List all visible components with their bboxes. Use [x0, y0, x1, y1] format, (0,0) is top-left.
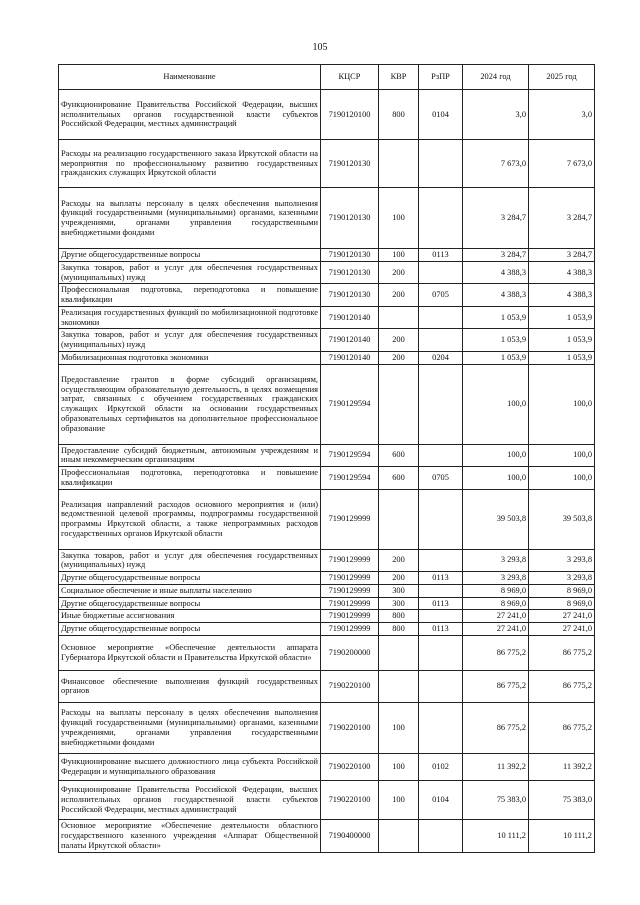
- cell-rzpr: [419, 610, 463, 623]
- cell-kcsr: 7190120130: [321, 261, 379, 284]
- table-row: [59, 467, 595, 490]
- cell-kcsr: 7190129594: [321, 444, 379, 467]
- cell-rzpr: [419, 364, 463, 444]
- cell-2025: 3 293,8: [529, 549, 595, 572]
- cell-2025: 27 241,0: [529, 623, 595, 636]
- cell-name: Расходы на выплаты персоналу в целях обеспечения выполнения функций государственными (муниципальными) органами, казенными учреждениями, органами управления государственными внебюджетными фондами: [59, 188, 321, 249]
- cell-kvr: 200: [379, 351, 419, 364]
- table-row: [59, 351, 595, 364]
- cell-kvr: [379, 670, 419, 702]
- cell-2025: 86 775,2: [529, 635, 595, 670]
- cell-2025: 3 293,8: [529, 572, 595, 585]
- cell-2025: 10 111,2: [529, 819, 595, 852]
- cell-rzpr: [419, 584, 463, 597]
- table-row: [59, 597, 595, 610]
- cell-kvr: 600: [379, 467, 419, 490]
- header-name: Наименование: [59, 65, 321, 90]
- cell-kcsr: 7190129999: [321, 584, 379, 597]
- cell-name: Реализация направлений расходов основного мероприятия и (или) ведомственной целевой программы, подпрограммы государственной программы Иркутской области, а также непрограммных расходов государственных органов Иркутской области: [59, 489, 321, 549]
- cell-rzpr: [419, 549, 463, 572]
- cell-kvr: [379, 306, 419, 329]
- cell-2025: 100,0: [529, 364, 595, 444]
- cell-kcsr: 7190129594: [321, 467, 379, 490]
- cell-2025: 86 775,2: [529, 670, 595, 702]
- table-row: [59, 261, 595, 284]
- cell-name: Профессиональная подготовка, переподготовка и повышение квалификации: [59, 467, 321, 490]
- cell-name: Другие общегосударственные вопросы: [59, 249, 321, 262]
- table-row: [59, 635, 595, 670]
- cell-kvr: 200: [379, 329, 419, 352]
- cell-kcsr: 7190129999: [321, 489, 379, 549]
- cell-rzpr: [419, 635, 463, 670]
- cell-kcsr: 7190120130: [321, 249, 379, 262]
- cell-name: Социальное обеспечение и иные выплаты населению: [59, 584, 321, 597]
- cell-kcsr: 7190129594: [321, 364, 379, 444]
- cell-name: Другие общегосударственные вопросы: [59, 572, 321, 585]
- cell-2024: 1 053,9: [463, 306, 529, 329]
- cell-kvr: [379, 140, 419, 188]
- cell-name: Финансовое обеспечение выполнения функций государственных органов: [59, 670, 321, 702]
- cell-name: Функционирование Правительства Российской Федерации, высших исполнительных органов государственной власти субъектов Российской Федерации, местных администраций: [59, 90, 321, 140]
- cell-kvr: [379, 635, 419, 670]
- table-row: [59, 188, 595, 249]
- cell-name: Реализация государственных функций по мобилизационной подготовке экономики: [59, 306, 321, 329]
- cell-2024: 39 503,8: [463, 489, 529, 549]
- cell-2024: 27 241,0: [463, 623, 529, 636]
- table-row: [59, 90, 595, 140]
- cell-rzpr: [419, 670, 463, 702]
- cell-kcsr: 7190220100: [321, 702, 379, 753]
- cell-2024: 3,0: [463, 90, 529, 140]
- budget-table: [58, 64, 595, 853]
- cell-2024: 3 293,8: [463, 572, 529, 585]
- table-row: [59, 819, 595, 852]
- table-row: [59, 753, 595, 780]
- cell-2025: 1 053,9: [529, 329, 595, 352]
- cell-kvr: [379, 819, 419, 852]
- cell-name: Закупка товаров, работ и услуг для обеспечения государственных (муниципальных) нужд: [59, 549, 321, 572]
- cell-2025: 3 284,7: [529, 188, 595, 249]
- cell-kcsr: 7190120140: [321, 329, 379, 352]
- cell-2025: 8 969,0: [529, 597, 595, 610]
- cell-kvr: 100: [379, 188, 419, 249]
- table-row: [59, 610, 595, 623]
- cell-2024: 100,0: [463, 444, 529, 467]
- cell-kcsr: 7190220100: [321, 780, 379, 819]
- cell-2024: 86 775,2: [463, 702, 529, 753]
- cell-kvr: [379, 489, 419, 549]
- cell-2025: 3,0: [529, 90, 595, 140]
- cell-kvr: 100: [379, 780, 419, 819]
- table-row: [59, 489, 595, 549]
- cell-2025: 75 383,0: [529, 780, 595, 819]
- cell-2024: 86 775,2: [463, 670, 529, 702]
- cell-rzpr: 0113: [419, 623, 463, 636]
- cell-rzpr: 0204: [419, 351, 463, 364]
- cell-kcsr: 7190129999: [321, 623, 379, 636]
- cell-2024: 27 241,0: [463, 610, 529, 623]
- cell-2025: 27 241,0: [529, 610, 595, 623]
- cell-rzpr: [419, 306, 463, 329]
- cell-kvr: 100: [379, 249, 419, 262]
- cell-rzpr: [419, 444, 463, 467]
- cell-2024: 8 969,0: [463, 597, 529, 610]
- cell-kcsr: 7190220100: [321, 753, 379, 780]
- table-row: [59, 584, 595, 597]
- cell-kvr: 200: [379, 261, 419, 284]
- cell-rzpr: [419, 140, 463, 188]
- cell-2025: 3 284,7: [529, 249, 595, 262]
- cell-2025: 1 053,9: [529, 351, 595, 364]
- table-row: [59, 306, 595, 329]
- cell-rzpr: 0113: [419, 249, 463, 262]
- table-row: [59, 249, 595, 262]
- cell-name: Предоставление субсидий бюджетным, автономным учреждениям и иным некоммерческим организациям: [59, 444, 321, 467]
- cell-2025: 100,0: [529, 467, 595, 490]
- cell-2025: 11 392,2: [529, 753, 595, 780]
- cell-2024: 4 388,3: [463, 261, 529, 284]
- cell-name: Расходы на выплаты персоналу в целях обеспечения выполнения функций государственными (муниципальными) органами, казенными учреждениями, органами управления государственными внебюджетными фондами: [59, 702, 321, 753]
- cell-kcsr: 7190120140: [321, 351, 379, 364]
- cell-2025: 4 388,3: [529, 261, 595, 284]
- cell-2025: 86 775,2: [529, 702, 595, 753]
- cell-kcsr: 7190120140: [321, 306, 379, 329]
- cell-kcsr: 7190129999: [321, 610, 379, 623]
- cell-kvr: 200: [379, 572, 419, 585]
- cell-kvr: 800: [379, 610, 419, 623]
- table-row: [59, 444, 595, 467]
- table-row: [59, 329, 595, 352]
- cell-kcsr: 7190120130: [321, 140, 379, 188]
- cell-rzpr: [419, 188, 463, 249]
- cell-2025: 1 053,9: [529, 306, 595, 329]
- cell-name: Закупка товаров, работ и услуг для обеспечения государственных (муниципальных) нужд: [59, 329, 321, 352]
- cell-rzpr: [419, 819, 463, 852]
- cell-rzpr: 0113: [419, 597, 463, 610]
- cell-name: Иные бюджетные ассигнования: [59, 610, 321, 623]
- cell-2025: 7 673,0: [529, 140, 595, 188]
- cell-rzpr: [419, 489, 463, 549]
- cell-kcsr: 7190129999: [321, 549, 379, 572]
- cell-rzpr: [419, 702, 463, 753]
- cell-rzpr: [419, 329, 463, 352]
- cell-kcsr: 7190120130: [321, 188, 379, 249]
- cell-2025: 8 969,0: [529, 584, 595, 597]
- cell-kvr: 600: [379, 444, 419, 467]
- table-row: [59, 140, 595, 188]
- header-kcsr: КЦСР: [321, 65, 379, 90]
- cell-kvr: 300: [379, 597, 419, 610]
- header-rzpr: РзПР: [419, 65, 463, 90]
- page-number: 105: [312, 42, 328, 53]
- cell-kcsr: 7190400000: [321, 819, 379, 852]
- cell-2024: 11 392,2: [463, 753, 529, 780]
- table-row: [59, 549, 595, 572]
- header-kvr: КВР: [379, 65, 419, 90]
- cell-2024: 7 673,0: [463, 140, 529, 188]
- table-row: [59, 364, 595, 444]
- cell-kcsr: 7190120100: [321, 90, 379, 140]
- cell-2024: 8 969,0: [463, 584, 529, 597]
- cell-rzpr: [419, 261, 463, 284]
- cell-kvr: 200: [379, 549, 419, 572]
- header-2025: 2025 год: [529, 65, 595, 90]
- table-row: [59, 623, 595, 636]
- table-row: [59, 572, 595, 585]
- table-row: [59, 702, 595, 753]
- cell-name: Основное мероприятие «Обеспечение деятельности областного государственного казенного учреждения «Аппарат Общественной палаты Иркутской области»: [59, 819, 321, 852]
- cell-name: Функционирование высшего должностного лица субъекта Российской Федерации и муниципального образования: [59, 753, 321, 780]
- cell-kvr: 800: [379, 90, 419, 140]
- cell-2025: 100,0: [529, 444, 595, 467]
- cell-name: Закупка товаров, работ и услуг для обеспечения государственных (муниципальных) нужд: [59, 261, 321, 284]
- cell-2024: 10 111,2: [463, 819, 529, 852]
- cell-kvr: 100: [379, 753, 419, 780]
- cell-name: Мобилизационная подготовка экономики: [59, 351, 321, 364]
- cell-kcsr: 7190120130: [321, 284, 379, 307]
- cell-2024: 100,0: [463, 467, 529, 490]
- cell-name: Другие общегосударственные вопросы: [59, 597, 321, 610]
- cell-name: Расходы на реализацию государственного заказа Иркутской области на мероприятия по профессиональному развитию государственных гражданских служащих Иркутской области: [59, 140, 321, 188]
- cell-rzpr: 0705: [419, 284, 463, 307]
- cell-kvr: 300: [379, 584, 419, 597]
- header-2024: 2024 год: [463, 65, 529, 90]
- cell-kvr: [379, 364, 419, 444]
- cell-2024: 100,0: [463, 364, 529, 444]
- cell-rzpr: 0113: [419, 572, 463, 585]
- cell-kvr: 200: [379, 284, 419, 307]
- cell-2024: 4 388,3: [463, 284, 529, 307]
- table-header-row: [59, 65, 595, 90]
- cell-kvr: 100: [379, 702, 419, 753]
- cell-2024: 3 284,7: [463, 249, 529, 262]
- cell-rzpr: 0104: [419, 90, 463, 140]
- cell-2024: 1 053,9: [463, 351, 529, 364]
- cell-2024: 3 284,7: [463, 188, 529, 249]
- cell-name: Профессиональная подготовка, переподготовка и повышение квалификации: [59, 284, 321, 307]
- cell-2024: 1 053,9: [463, 329, 529, 352]
- cell-rzpr: 0705: [419, 467, 463, 490]
- cell-2024: 75 383,0: [463, 780, 529, 819]
- cell-rzpr: 0102: [419, 753, 463, 780]
- table-row: [59, 284, 595, 307]
- cell-2025: 39 503,8: [529, 489, 595, 549]
- cell-2025: 4 388,3: [529, 284, 595, 307]
- cell-kcsr: 7190200000: [321, 635, 379, 670]
- cell-kcsr: 7190220100: [321, 670, 379, 702]
- table-row: [59, 670, 595, 702]
- cell-name: Функционирование Правительства Российской Федерации, высших исполнительных органов государственной власти субъектов Российской Федерации, местных администраций: [59, 780, 321, 819]
- cell-kcsr: 7190129999: [321, 572, 379, 585]
- cell-name: Другие общегосударственные вопросы: [59, 623, 321, 636]
- cell-kcsr: 7190129999: [321, 597, 379, 610]
- cell-2024: 3 293,8: [463, 549, 529, 572]
- cell-kvr: 800: [379, 623, 419, 636]
- table-row: [59, 780, 595, 819]
- cell-name: Предоставление грантов в форме субсидий организациям, осуществляющим образовательную деятельность, в целях возмещения затрат, связанных с обучением государственных гражданских служащих Иркутской области на основании государственных образовательных сертификатов на дополнительное профессиональное образование: [59, 364, 321, 444]
- cell-name: Основное мероприятие «Обеспечение деятельности аппарата Губернатора Иркутской области и Правительства Иркутской области»: [59, 635, 321, 670]
- cell-rzpr: 0104: [419, 780, 463, 819]
- cell-2024: 86 775,2: [463, 635, 529, 670]
